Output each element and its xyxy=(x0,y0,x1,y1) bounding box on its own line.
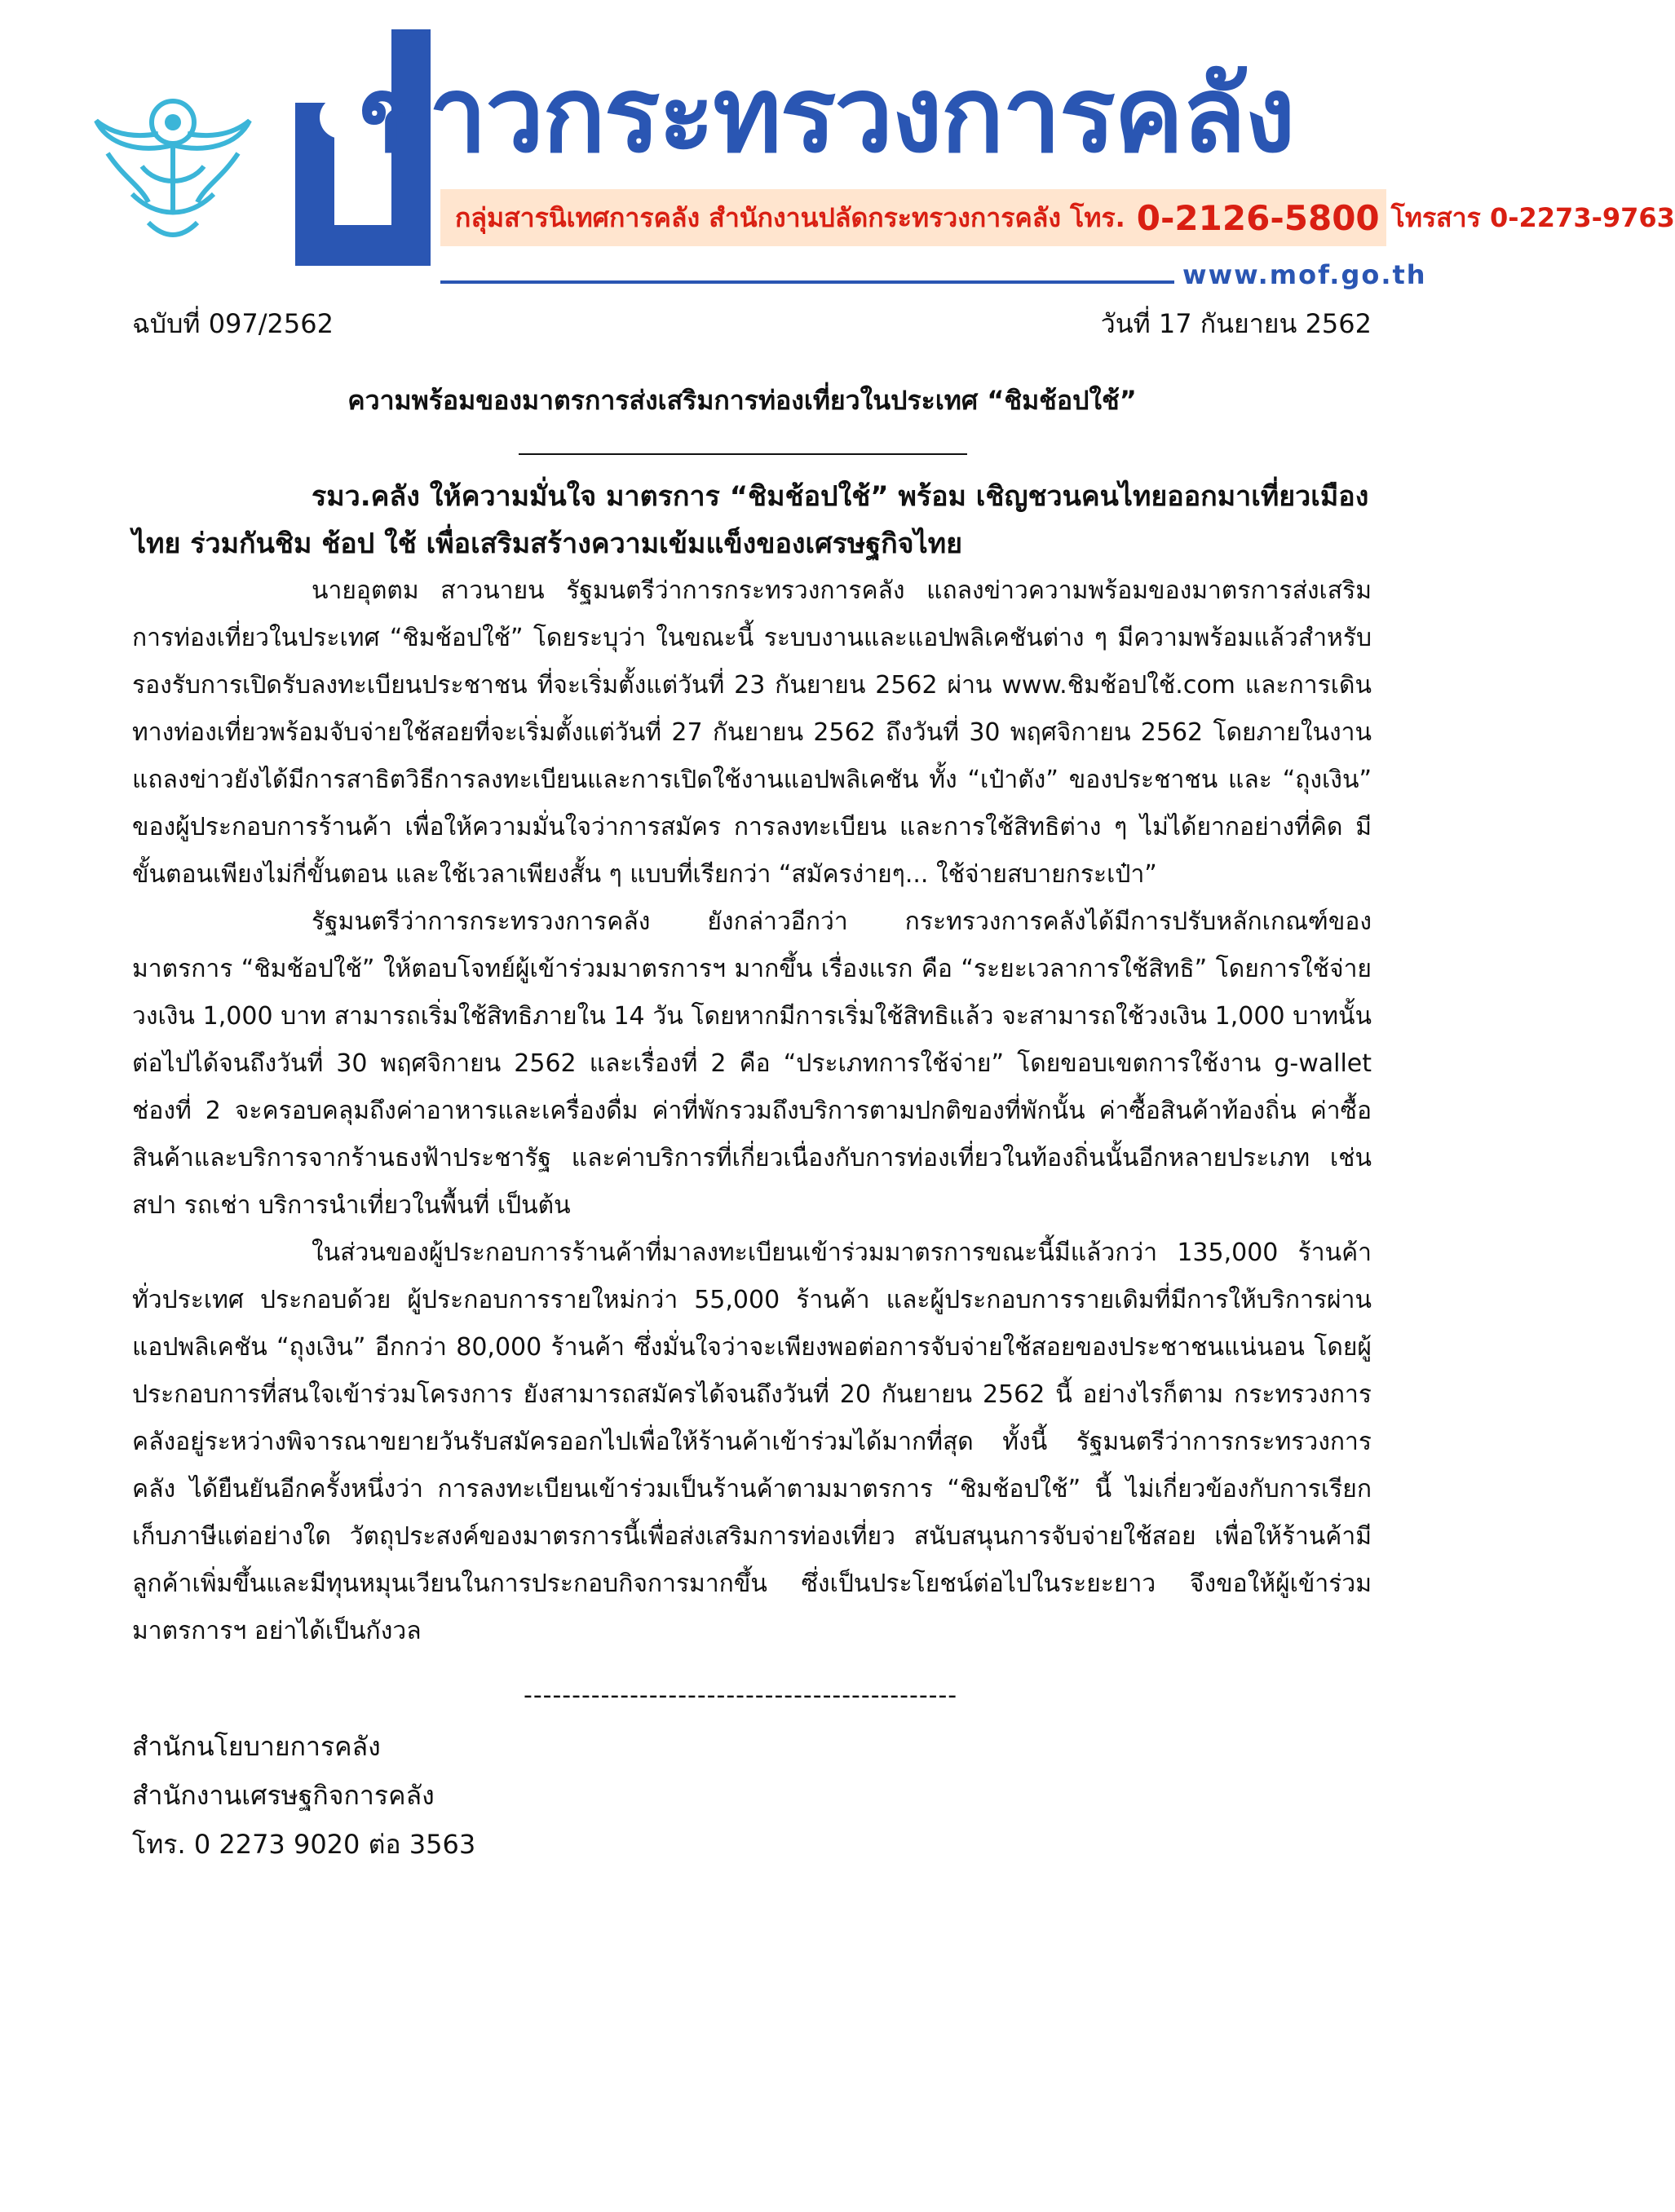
masthead-subtitle: กลุ่มสารนิเทศการคลัง สำนักงานปลัดกระทรวงการคลัง โทร. xyxy=(455,201,1125,233)
body-paragraph-1: นายอุตตม สาวนายน รัฐมนตรีว่าการกระทรวงการคลัง แถลงข่าวความพร้อมของมาตรการส่งเสริมการท่องเที่ยวในประเทศ “ชิมช้อปใช้” โดยระบุว่า ในขณะนี้ ระบบงานและแอปพลิเคชันต่าง ๆ มีความพร้อมแล้วสำหรับรองรับการเปิดรับลงทะเบียนประชาชน ที่จะเริ่มตั้งแต่วันที่ 23 กันยายน 2562 ผ่าน www.ชิมช้อปใช้.com และการเดินทางท่องเที่ยวพร้อมจับจ่ายใช้สอยที่จะเริ่มตั้งแต่วันที่ 27 กันยายน 2562 ถึงวันที่ 30 พฤศจิกายน 2562 โดยภายในงานแถลงข่าวยังได้มีการสาธิตวิธีการลงทะเบียนและการเปิดใช้งานแอปพลิเคชัน ทั้ง “เป๋าตัง” ของประชาชน และ “ถุงเงิน” ของผู้ประกอบการร้านค้า เพื่อให้ความมั่นใจว่าการสมัคร การลงทะเบียน และการใช้สิทธิต่าง ๆ ไม่ได้ยากอย่างที่คิด มีขั้นตอนเพียงไม่กี่ขั้นตอน และใช้เวลาเพียงสั้น ๆ แบบที่เรียกว่า “สมัครง่ายๆ... ใช้จ่ายสบายกระเป๋า” xyxy=(132,576,1372,889)
garuda-emblem-icon xyxy=(91,88,254,243)
body-paragraph-3: ในส่วนของผู้ประกอบการร้านค้าที่มาลงทะเบียนเข้าร่วมมาตรการขณะนี้มีแล้วกว่า 135,000 ร้านค้าทั่วประเทศ ประกอบด้วย ผู้ประกอบการรายใหม่กว่า 55,000 ร้านค้า และผู้ประกอบการรายเดิมที่มีการให้บริการผ่านแอปพลิเคชัน “ถุงเงิน” อีกกว่า 80,000 ร้านค้า ซึ่งมั่นใจว่าจะเพียงพอต่อการจับจ่ายใช้สอยของประชาชนแน่นอน โดยผู้ประกอบการที่สนใจเข้าร่วมโครงการ ยังสามารถสมัครได้จนถึงวันที่ 20 กันยายน 2562 นี้ อย่างไรก็ตาม กระทรวงการคลังอยู่ระหว่างพิจารณาขยายวันรับสมัครออกไปเพื่อให้ร้านค้าเข้าร่วมได้มากที่สุด ทั้งนี้ รัฐมนตรีว่าการกระทรวงการคลัง ได้ยืนยันอีกครั้งหนึ่งว่า การลงทะเบียนเข้าร่วมเป็นร้านค้าตามมาตรการ “ชิมช้อปใช้” นี้ ไม่เกี่ยวข้องกับการเรียกเก็บภาษีแต่อย่างใด วัตถุประสงค์ของมาตรการนี้เพื่อส่งเสริมการท่องเที่ยว สนับสนุนการจับจ่ายใช้สอย เพื่อให้ร้านค้ามีลูกค้าเพิ่มขึ้นและมีทุนหมุนเวียนในการประกอบกิจการมากขึ้น ซึ่งเป็นประโยชน์ต่อไปในระยะยาว จึงขอให้ผู้เข้าร่วมมาตรการฯ อย่าได้เป็นกังวล xyxy=(132,1238,1372,1645)
masthead-divider xyxy=(440,280,1174,284)
footer-contact xyxy=(132,1722,475,1869)
masthead-title: ข่าวกระทรวงการคลัง xyxy=(359,55,1294,176)
end-marker: --------------------------------------------- xyxy=(524,1681,958,1710)
masthead-contact-strip xyxy=(440,189,1675,246)
title-underline xyxy=(519,453,967,455)
footer-agency: สำนักงานเศรษฐกิจการคลัง xyxy=(132,1780,435,1811)
body-paragraph-2: รัฐมนตรีว่าการกระทรวงการคลัง ยังกล่าวอีกว่า กระทรวงการคลังได้มีการปรับหลักเกณฑ์ของมาตรการ “ชิมช้อปใช้” ให้ตอบโจทย์ผู้เข้าร่วมมาตรการฯ มากขึ้น เรื่องแรก คือ “ระยะเวลาการใช้สิทธิ” โดยการใช้จ่ายวงเงิน 1,000 บาท สามารถเริ่มใช้สิทธิภายใน 14 วัน โดยหากมีการเริ่มใช้สิทธิแล้ว จะสามารถใช้วงเงิน 1,000 บาทนั้น ต่อไปได้จนถึงวันที่ 30 พฤศจิกายน 2562 และเรื่องที่ 2 คือ “ประเภทการใช้จ่าย” โดยขอบเขตการใช้งาน g-wallet ช่องที่ 2 จะครอบคลุมถึงค่าอาหารและเครื่องดื่ม ค่าที่พักรวมถึงบริการตามปกติของที่พักนั้น ค่าซื้อสินค้าท้องถิ่น ค่าซื้อสินค้าและบริการจากร้านธงฟ้าประชารัฐ และค่าบริการที่เกี่ยวเนื่องกับการท่องเที่ยวในท้องถิ่นนั้นอีกหลายประเภท เช่น สปา รถเช่า บริการนำเที่ยวในพื้นที่ เป็นต้น xyxy=(132,907,1372,1220)
lead-paragraph: รมว.คลัง ให้ความมั่นใจ มาตรการ “ชิมช้อปใช้” พร้อม เชิญชวนคนไทยออกมาเที่ยวเมืองไทย ร่วมกันชิม ช้อป ใช้ เพื่อเสริมสร้างความเข้มแข็งของเศรษฐกิจไทย xyxy=(132,480,1369,560)
masthead-website[interactable]: www.mof.go.th xyxy=(1182,259,1427,290)
issue-number: ฉบับที่ 097/2562 xyxy=(132,308,334,339)
issue-date: วันที่ 17 กันยายน 2562 xyxy=(1100,308,1372,339)
masthead-phone: 0-2126-5800 xyxy=(1136,197,1380,238)
footer-office: สำนักนโยบายการคลัง xyxy=(132,1731,381,1762)
page-title: ความพร้อมของมาตรการส่งเสริมการท่องเที่ยวในประเทศ “ชิมช้อปใช้” xyxy=(347,385,1137,416)
masthead xyxy=(0,0,1675,294)
masthead-fax: โทรสาร 0-2273-9763 xyxy=(1390,201,1675,233)
footer-phone: โทร. 0 2273 9020 ต่อ 3563 xyxy=(132,1829,476,1860)
body-text xyxy=(132,567,1372,1655)
